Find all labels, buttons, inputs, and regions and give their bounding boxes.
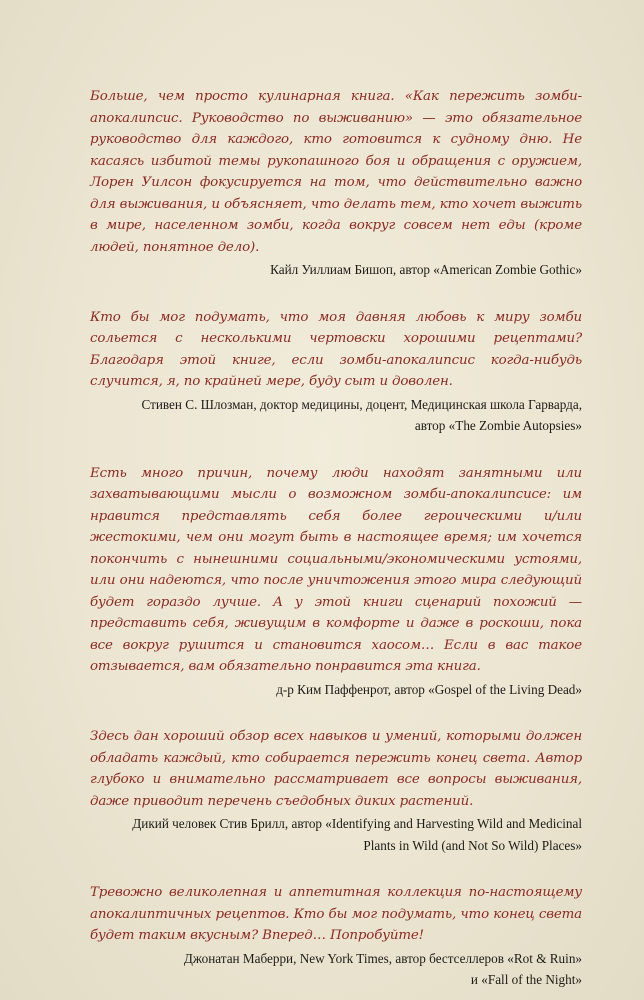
blurb-schlozman xyxy=(90,307,582,437)
attribution-line: Дикий человек Стив Брилл, автор «Identifying and Harvesting Wild and Medicinal xyxy=(132,816,582,831)
blurb-attribution xyxy=(90,813,582,856)
blurb-attribution xyxy=(90,679,582,701)
attribution-line: автор «The Zombie Autopsies» xyxy=(414,418,582,433)
blurb-paffenroth xyxy=(90,463,582,701)
blurb-quote: Здесь дан хороший обзор всех навыков и умений, которыми должен обладать каждый, кто собирается пережить конец света. Автор глубоко и внимательно рассматривает все вопросы выживания, даже приводит перечень съедобных диких растений. xyxy=(90,729,582,809)
attribution-line: Джонатан Маберри, New York Times, автор бестселлеров «Rot & Ruin» xyxy=(183,950,582,966)
attribution-line: д-р Ким Паффенрот, автор «Gospel of the Living Dead» xyxy=(276,681,582,697)
blurb-maberry xyxy=(90,882,582,991)
blurb-attribution xyxy=(90,948,582,991)
blurb-attribution xyxy=(90,259,582,281)
attribution-line: и «Fall of the Night» xyxy=(470,972,582,987)
blurb-attribution xyxy=(90,394,582,437)
attribution-line: Стивен С. Шлозман, доктор медицины, доцент, Медицинская школа Гарварда, xyxy=(141,396,582,412)
blurb-quote: Тревожно великолепная и аппетитная коллекция по-настоящему апокалиптичных рецептов. Кто бы мог подумать, что конец света будет таким вкусным? Вперед… Попробуйте! xyxy=(90,885,582,943)
blurb-quote: Кто бы мог подумать, что моя давняя любовь к миру зомби сольется с несколькими чертовски хорошими рецептами? Благодаря этой книге, если зомби-апокалипсис когда-нибудь случится, я, по крайней мере, буду сыт и доволен. xyxy=(90,309,582,389)
attribution-line: Кайл Уиллиам Бишоп, автор «American Zombie Gothic» xyxy=(270,262,582,277)
blurb-brill xyxy=(90,726,582,856)
attribution-line: Plants in Wild (and Not So Wild) Places» xyxy=(363,837,582,853)
blurb-bishop xyxy=(90,86,582,281)
blurb-quote: Есть много причин, почему люди находят занятными или захватывающими мысли о возможном зомби-апокалипсисе: им нравится представлять себя более героическими и/или жестокими, чем они могут быть в настоящее время; им хочется покончить с нынешними социальными/экономическими устоями, или они надеются, что после уничтожения этого мира следующий будет гораздо лучше. А у этой книги сценарий похожий — представить себя, живущим в комфорте и даже в роскоши, пока все вокруг рушится и становится хаосом… Если в вас такое отзывается, вам обязательно понравится эта книга. xyxy=(90,465,582,674)
blurb-quote: Больше, чем просто кулинарная книга. «Как пережить зомби-апокалипсис. Руководство по выживанию» — это обязательное руководство для каждого, кто готовится к судному дню. Не касаясь избитой темы рукопашного боя и обращения с оружием, Лорен Уилсон фокусируется на том, что действительно важно для выживания, и объясняет, что делать тем, кто хочет выжить в мире, населенном зомби, когда вокруг совсем нет еды (кроме людей, понятное дело). xyxy=(90,89,582,255)
